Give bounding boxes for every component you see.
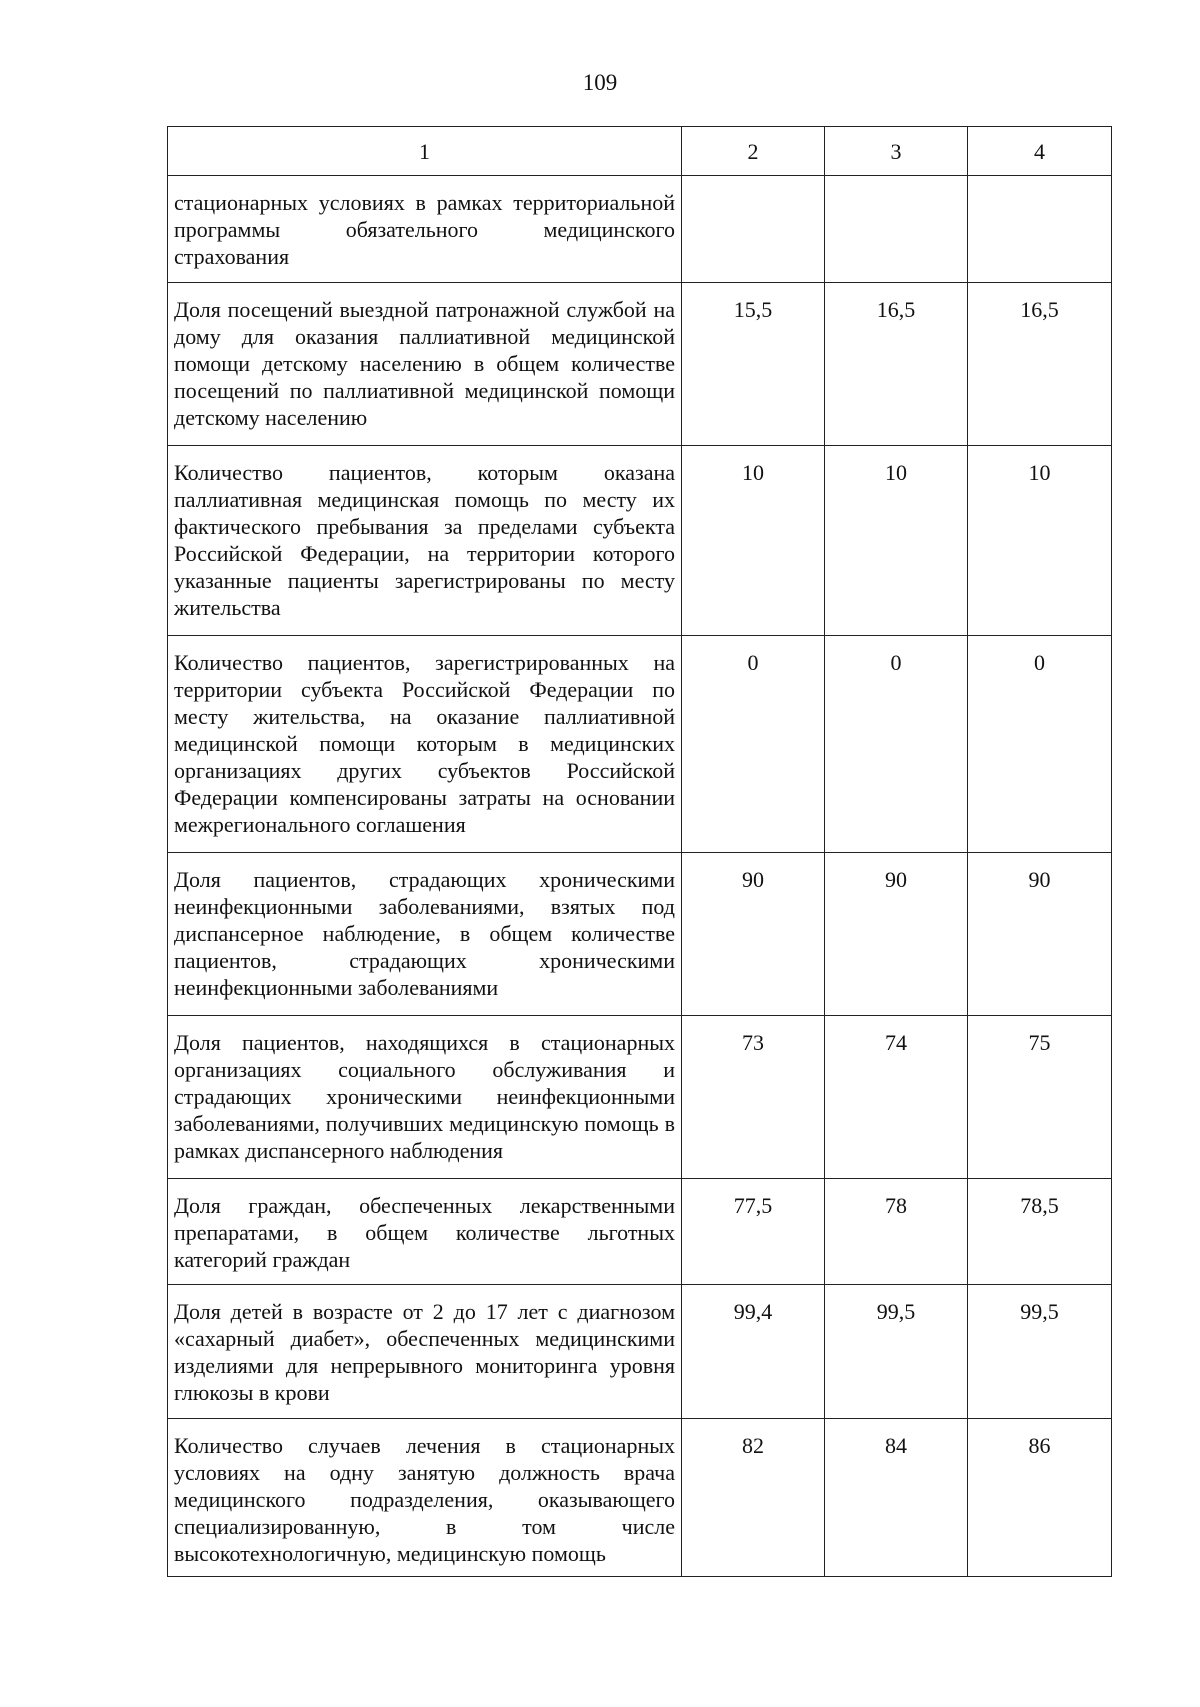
- table-header-row: [168, 127, 1112, 176]
- row-value-col2: 73: [682, 1016, 825, 1179]
- row-description: Доля граждан, обеспеченных лекарственными препаратами, в общем количестве льготных категорий граждан: [168, 1179, 682, 1285]
- row-value-col3: [825, 176, 968, 283]
- row-value-col4: 90: [968, 853, 1112, 1016]
- row-description: Доля пациентов, находящихся в стационарных организациях социального обслуживания и страдающих хроническими неинфекционными заболеваниями, получивших медицинскую помощь в рамках диспансерного наблюдения: [168, 1016, 682, 1179]
- page-number: 109: [582, 70, 618, 95]
- row-value-col2: 90: [682, 853, 825, 1016]
- row-value-col2: 77,5: [682, 1179, 825, 1285]
- row-value-col4: 0: [968, 636, 1112, 853]
- row-description: Количество пациентов, зарегистрированных на территории субъекта Российской Федерации по месту жительства, на оказание паллиативной медицинской помощи которым в медицинских организациях других субъектов Российской Федерации компенсированы затраты на основании межрегионального соглашения: [168, 636, 682, 853]
- table-row: [168, 1285, 1112, 1419]
- row-value-col3: 16,5: [825, 283, 968, 446]
- row-value-col4: 16,5: [968, 283, 1112, 446]
- table-row: [168, 1016, 1112, 1179]
- row-value-col3: 74: [825, 1016, 968, 1179]
- row-value-col3: 99,5: [825, 1285, 968, 1419]
- row-value-col2: [682, 176, 825, 283]
- row-value-col3: 78: [825, 1179, 968, 1285]
- indicators-table: [167, 126, 1112, 1577]
- row-description: Доля посещений выездной патронажной службой на дому для оказания паллиативной медицинской помощи детскому населению в общем количестве посещений по паллиативной медицинской помощи детскому населению: [168, 283, 682, 446]
- row-value-col4: [968, 176, 1112, 283]
- table-row: [168, 636, 1112, 853]
- row-value-col3: 0: [825, 636, 968, 853]
- row-description: Количество пациентов, которым оказана паллиативная медицинская помощь по месту их фактического пребывания за пределами субъекта Российской Федерации, на территории которого указанные пациенты зарегистрированы по месту жительства: [168, 446, 682, 636]
- table-row: [168, 1179, 1112, 1285]
- table-row: [168, 446, 1112, 636]
- table-row: [168, 853, 1112, 1016]
- table-row: [168, 283, 1112, 446]
- row-value-col2: 0: [682, 636, 825, 853]
- row-value-col2: 15,5: [682, 283, 825, 446]
- column-header-2: 2: [682, 127, 825, 176]
- table-row: [168, 1419, 1112, 1577]
- row-description: Количество случаев лечения в стационарных условиях на одну занятую должность врача медицинского подразделения, оказывающего специализированную, в том числе высокотехнологичную, медицинскую помощь: [168, 1419, 682, 1577]
- row-value-col4: 10: [968, 446, 1112, 636]
- row-value-col4: 75: [968, 1016, 1112, 1179]
- row-value-col2: 10: [682, 446, 825, 636]
- row-value-col3: 90: [825, 853, 968, 1016]
- column-header-1: 1: [168, 127, 682, 176]
- row-value-col4: 99,5: [968, 1285, 1112, 1419]
- row-value-col2: 99,4: [682, 1285, 825, 1419]
- row-description: Доля детей в возрасте от 2 до 17 лет с диагнозом «сахарный диабет», обеспеченных медицинскими изделиями для непрерывного мониторинга уровня глюкозы в крови: [168, 1285, 682, 1419]
- table-row: [168, 176, 1112, 283]
- row-value-col3: 10: [825, 446, 968, 636]
- column-header-4: 4: [968, 127, 1112, 176]
- row-value-col3: 84: [825, 1419, 968, 1577]
- row-value-col4: 86: [968, 1419, 1112, 1577]
- row-description: стационарных условиях в рамках территориальной программы обязательного медицинского страхования: [168, 176, 682, 283]
- row-value-col2: 82: [682, 1419, 825, 1577]
- column-header-3: 3: [825, 127, 968, 176]
- row-description: Доля пациентов, страдающих хроническими неинфекционными заболеваниями, взятых под диспансерное наблюдение, в общем количестве пациентов, страдающих хроническими неинфекционными заболеваниями: [168, 853, 682, 1016]
- row-value-col4: 78,5: [968, 1179, 1112, 1285]
